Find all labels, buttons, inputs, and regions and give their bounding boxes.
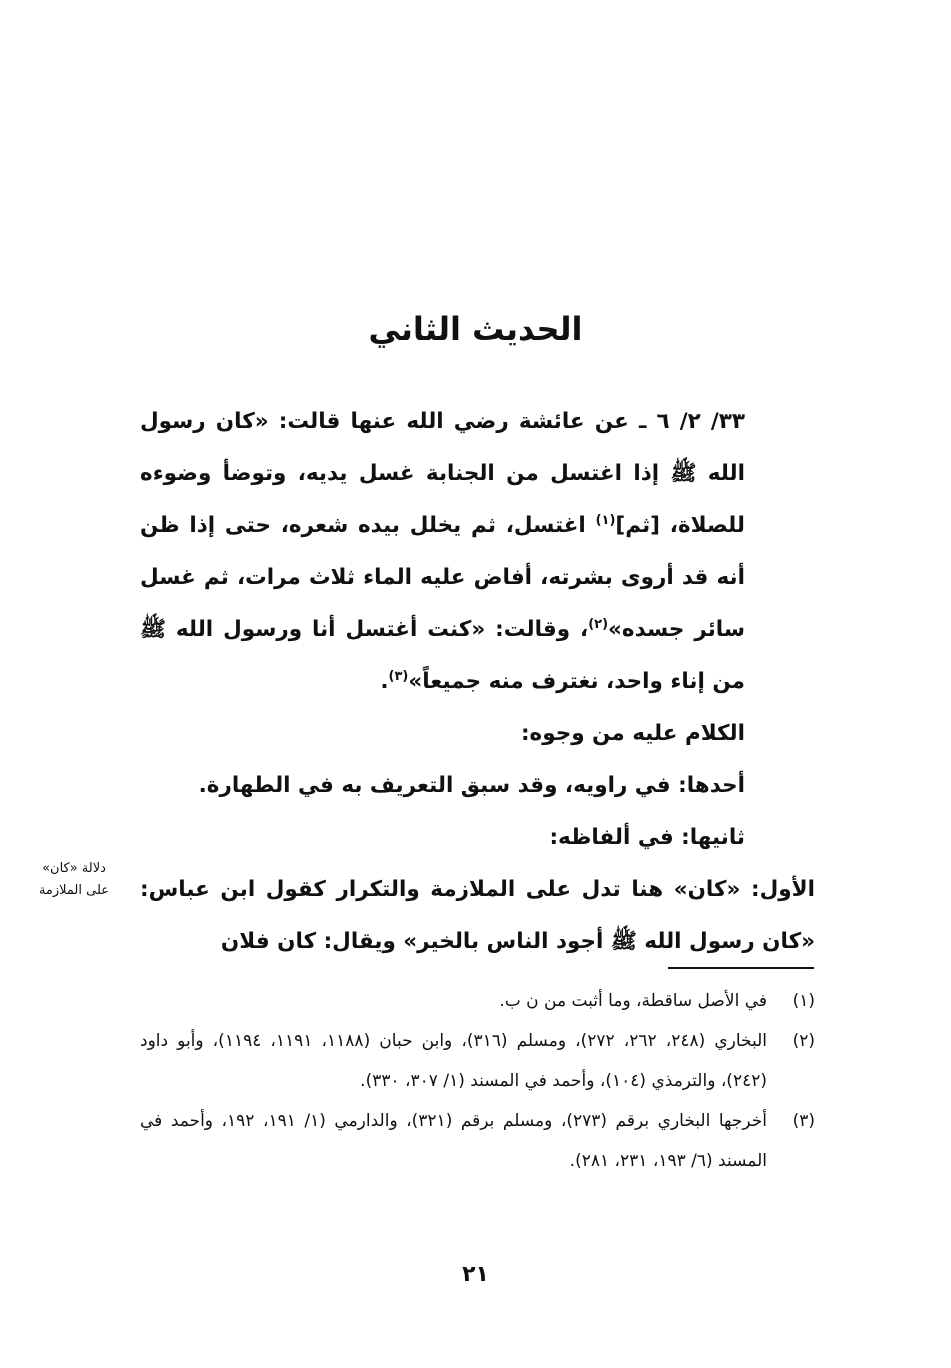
- footnote-text: البخاري (٢٤٨، ٢٦٢، ٢٧٢)، ومسلم (٣١٦)، وابن حبان (١١٨٨، ١١٩١، ١١٩٤)، وأبو داود (٢٤٢)، والترمذي (١٠٤)، وأحمد في المسند (١/ ٣٠٧، ٣٣٠).: [140, 1031, 768, 1091]
- page-number: ٢١: [462, 1262, 489, 1287]
- footnote-number: (٣): [792, 1111, 815, 1131]
- second-aspect: ثانيها: في ألفاظه:: [549, 825, 745, 850]
- hadith-text-mid: اغتسل، ثم يخلل بيده شعره، حتى إذا ظن أنه قد أروى بشرته، أفاض عليه الماء ثلاث مرات، ثم غسل سائر جسده»: [140, 513, 745, 642]
- hadith-text-mid2: ، وقالت: «كنت أغتسل أنا ورسول الله ﷺ من إناء واحد، نغترف منه جميعاً»: [140, 617, 745, 694]
- footnote-ref-2[interactable]: (٢): [588, 616, 609, 632]
- footnote-text: في الأصل ساقطة، وما أثبت من ن ب.: [499, 991, 767, 1011]
- hadith-text-lead: ٣٣/ ٢/ ٦ ـ عن عائشة رضي الله عنها قالت: «كان رسول الله ﷺ إذا اغتسل من الجنابة غسل يديه، وتوضأ وضوءه للصلاة، [ثم]: [140, 409, 745, 538]
- first-point: الأول: «كان» هنا تدل على الملازمة والتكرار كقول ابن عباس: «كان رسول الله ﷺ أجود الناس بالخير» ويقال: كان فلان: [140, 877, 815, 954]
- footnote-number: (٢): [792, 1031, 815, 1051]
- footnote-3: [140, 1101, 815, 1181]
- first-aspect: أحدها: في راويه، وقد سبق التعريف به في الطهارة.: [198, 773, 745, 798]
- footnote-ref-3[interactable]: (٣): [388, 668, 409, 684]
- footnote-1: [140, 981, 815, 1021]
- hadith-title: الحديث الثاني: [368, 310, 583, 348]
- footnote-number: (١): [792, 991, 815, 1011]
- commentary-intro: الكلام عليه من وجوه:: [520, 721, 745, 746]
- margin-note-line-1: دلالة «كان»: [42, 861, 106, 876]
- footnote-separator: [668, 967, 814, 969]
- margin-note-line-2: على الملازمة: [38, 883, 110, 898]
- footnote-2: [140, 1021, 815, 1101]
- footnote-text: أخرجها البخاري برقم (٢٧٣)، ومسلم برقم (٣٢١)، والدارمي (١/ ١٩١، ١٩٢، وأحمد في المسند (٦/ ١٩٣، ٢٣١، ٢٨١).: [140, 1111, 767, 1171]
- margin-note: [20, 858, 128, 902]
- hadith-text-end: .: [380, 669, 389, 694]
- main-text: [140, 396, 815, 968]
- footnotes: [140, 981, 815, 1181]
- footnote-ref-1[interactable]: (١): [595, 512, 616, 528]
- hadith-paragraph: [140, 396, 815, 708]
